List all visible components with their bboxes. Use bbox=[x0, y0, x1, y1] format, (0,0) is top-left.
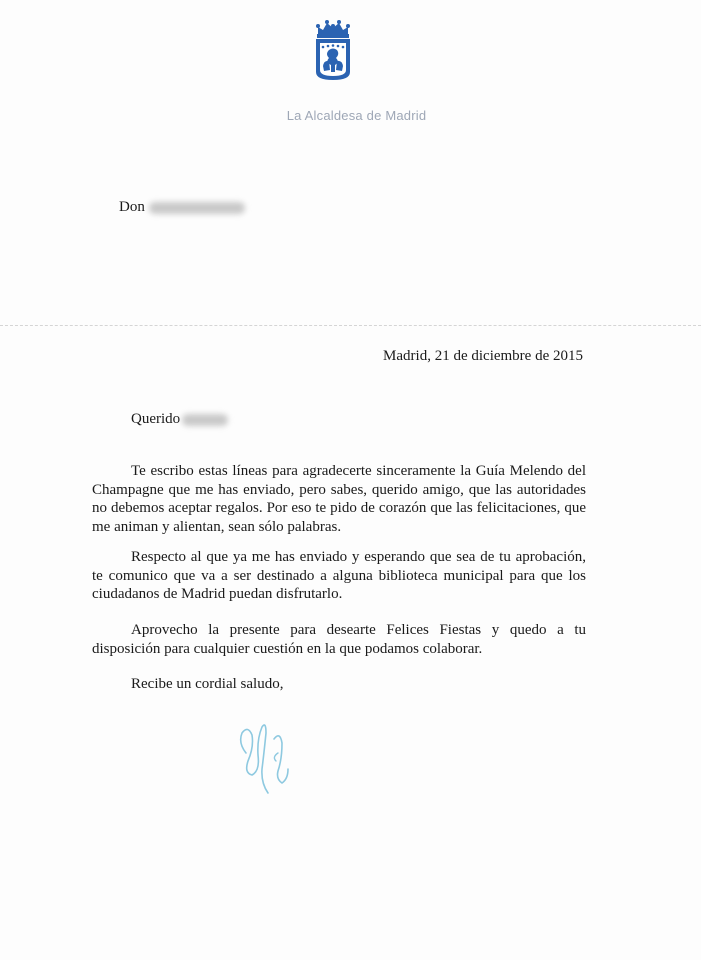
madrid-coat-of-arms-icon bbox=[313, 18, 353, 82]
salutation bbox=[131, 411, 228, 428]
paragraph-thanks: Te escribo estas líneas para agradecerte sinceramente la Guía Melendo del Champagne que me has enviado, pero sabes, querido amigo, que las autoridades no debemos aceptar regalos. Por eso te pido de corazón que las felicitaciones, que me animan y alientan, sean sólo palabras. bbox=[92, 463, 586, 536]
recipient-line bbox=[119, 199, 245, 216]
office-title: La Alcaldesa de Madrid bbox=[286, 108, 427, 123]
salutation-text: Querido bbox=[131, 411, 181, 427]
handwritten-signature-icon bbox=[232, 713, 304, 801]
closing-line: Recibe un cordial saludo, bbox=[131, 676, 284, 692]
redacted-recipient-name bbox=[149, 202, 245, 214]
recipient-prefix: Don bbox=[119, 199, 145, 215]
paragraph-greetings: Aprovecho la presente para desearte Felices Fiestas y quedo a tu disposición para cualquier cuestión en la que podamos colaborar. bbox=[92, 622, 586, 657]
fold-line bbox=[0, 325, 701, 326]
redacted-salutation-name bbox=[182, 414, 228, 426]
letter-date: Madrid, 21 de diciembre de 2015 bbox=[383, 348, 583, 364]
paragraph-donation: Respecto al que ya me has enviado y esperando que sea de tu aprobación, te comunico que va a ser destinado a alguna biblioteca municipal para que los ciudadanos de Madrid puedan disfrutarlo. bbox=[92, 549, 586, 603]
